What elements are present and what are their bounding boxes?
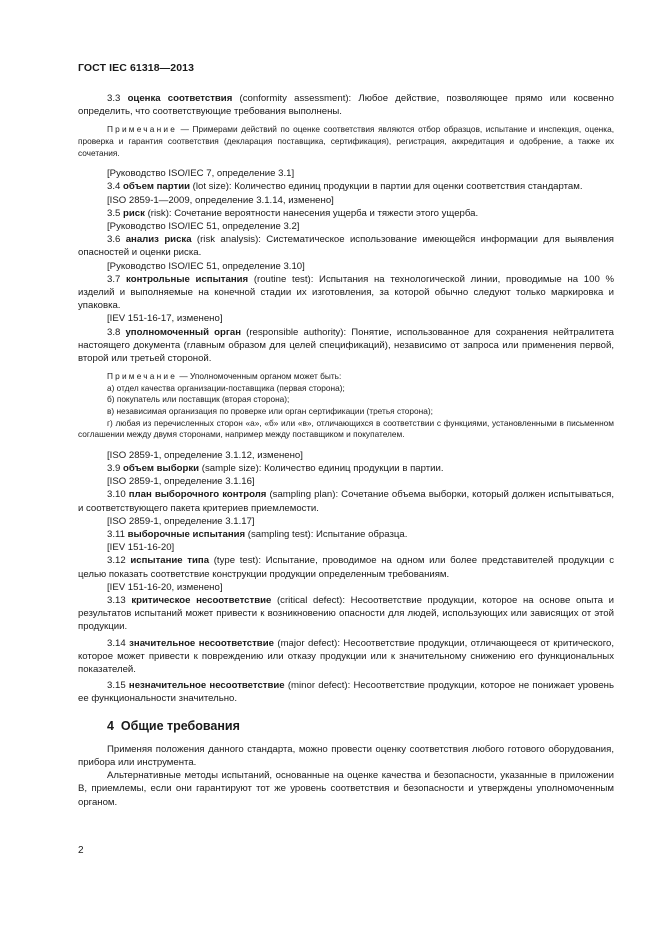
reference: [IEV 151-16-17, изменено] <box>107 313 223 325</box>
term-3-13: 3.13 критическое несоответствие (critical defect): Несоответствие продукции, которое на основе опыта и результатов испытаний может привести к возникновению опасности для людей, использующих или зависящих от этой продукции. <box>78 595 615 633</box>
term-definition: (minor defect): Несоответствие продукции, которое не понижает уровень ее функциональности значительно. <box>78 680 614 705</box>
term-3-4: 3.4 объем партии (lot size): Количество единиц продукции в партии для оценки соответствия стандартам. <box>107 181 583 193</box>
reference: [IEV 151-16-20, изменено] <box>107 581 223 593</box>
reference: [ISO 2859-1, определение 3.1.16] <box>107 476 255 488</box>
term-3-8: 3.8 уполномоченный орган (responsible authority): Понятие, использованное для сохранения нейтралитета настоящего документа (главным образом для целей спецификаций), независимо от запроса или применения первой, второй или третьей стороной. <box>78 326 614 365</box>
term-definition: (lot size): Количество единиц продукции в партии для оценки соответствия стандартам. <box>192 181 583 193</box>
reference: [IEV 151-16-20] <box>107 542 175 554</box>
document-header: ГОСТ IEC 61318—2013 <box>78 62 195 74</box>
term-definition: (responsible authority): Понятие, использованное для сохранения нейтралитета настоящего документа (главным образом для целей спецификаций), независимо от запроса или применения первой, второй или третьей стороной. <box>78 326 614 365</box>
term-title: испытание типа <box>130 555 210 567</box>
term-definition: (conformity assessment): Любое действие, позволяющее прямо или косвенно определить, что соответствующие требования выполнены. <box>78 93 615 118</box>
term-definition: (sampling plan): Сочетание объема выборки, который должен испытываться, и соответствующего пакета критериев приемлемости. <box>78 489 614 514</box>
term-3-9: 3.9 объем выборки (sample size): Количество единиц продукции в партии. <box>107 463 444 474</box>
term-definition: (type test): Испытание, проводимое на одном или более представителей продукции с целью показать соответствие конструкции продукции определенным требованиям. <box>78 555 614 580</box>
note-label: Примечание <box>107 371 178 382</box>
term-definition: (critical defect): Несоответствие продукции, которое на основе опыта и результатов испытаний может привести к возникновению опасности для людей, использующих или зависящих от этой продукции. <box>78 595 615 633</box>
term-3-10: 3.10 план выборочного контроля (sampling plan): Сочетание объема выборки, который должен испытываться, и соответствующего пакета критериев приемлемости. <box>78 489 614 514</box>
note-text: — Примерами действий по оценке соответствия являются отбор образцов, испытание и инспекция, оценка, проверка и гарантия соответствия (декларация поставщика, сертификация), регистрация, аккредитация и одобрение, а также их сочетания. <box>78 124 614 158</box>
note-text: — Уполномоченным органом может быть: <box>179 371 342 382</box>
term-3-15: 3.15 незначительное несоответствие (minor defect): Несоответствие продукции, которое не понижает уровень ее функциональности значительно. <box>78 680 614 705</box>
term-title: значительное несоответствие <box>129 637 274 649</box>
term-3-12: 3.12 испытание типа (type test): Испытание, проводимое на одном или более представителей продукции с целью показать соответствие конструкции продукции определенным требованиям. <box>78 555 614 580</box>
note-item: г) любая из перечисленных сторон «а», «б» или «в», отличающихся в соответствии с функциями, установленными в письменном соглашении между двумя сторонами, например между поставщиком и покупателем. <box>78 417 614 440</box>
reference: [ISO 2859-1, определение 3.1.12, изменено] <box>107 449 303 461</box>
term-3-5: 3.5 риск (risk): Сочетание вероятности нанесения ущерба и тяжести этого ущерба. <box>107 207 479 219</box>
term-title: анализ риска <box>125 234 192 246</box>
note-3-3 <box>78 124 614 159</box>
term-title: оценка соответствия <box>127 93 233 104</box>
term-definition: (risk analysis): Систематическое использование имеющейся информации для выявления опасностей и оценки риска. <box>78 234 614 259</box>
term-3-7: 3.7 контрольные испытания (routine test): Испытания на технологической линии, проводимые на 100 % изделий и выполняемые на конечной стадии их изготовления, за которой обычно следуют только маркировка и упаковка. <box>78 273 615 312</box>
term-definition: (routine test): Испытания на технологической линии, проводимые на 100 % изделий и выполняемые на конечной стадии их изготовления, за которой обычно следуют только маркировка и упаковка. <box>78 273 615 312</box>
term-3-6: 3.6 анализ риска (risk analysis): Систематическое использование имеющейся информации для выявления опасностей и оценки риска. <box>78 234 614 259</box>
reference: [Руководство ISO/IEC 51, определение 3.10] <box>107 260 305 272</box>
section-heading: 4 Общие требования <box>107 718 240 733</box>
section-paragraph: Альтернативные методы испытаний, основанные на оценке качества и безопасности, указанные в приложении В, приемлемы, если они гарантируют тот же уровень соответствия и безопасности и утверждены уполномоченным органом. <box>78 770 614 808</box>
term-title: контрольные испытания <box>126 273 249 285</box>
term-3-3: 3.3 оценка соответствия (conformity assessment): Любое действие, позволяющее прямо или косвенно определить, что соответствующие требования выполнены. <box>78 93 615 118</box>
term-title: риск <box>123 207 145 219</box>
term-title: объем партии <box>123 181 190 193</box>
note-item: в) независимая организация по проверке или орган сертификации (третья сторона); <box>107 406 433 417</box>
reference: [ISO 2859-1—2009, определение 3.1.14, изменено] <box>107 194 334 206</box>
term-title: выборочные испытания <box>127 529 246 541</box>
term-definition: (risk): Сочетание вероятности нанесения ущерба и тяжести этого ущерба. <box>147 207 479 219</box>
term-definition: (sampling test): Испытание образца. <box>247 529 408 541</box>
term-definition: (major defect): Несоответствие продукции, отличающееся от критического, которое может привести к повреждению или отказу продукции или к значительному снижению его функциональных показателей. <box>78 637 615 676</box>
term-3-11: 3.11 выборочные испытания (sampling test): Испытание образца. <box>107 529 408 541</box>
reference: [Руководство ISO/IEC 7, определение 3.1] <box>107 168 295 180</box>
note-3-8 <box>78 371 614 441</box>
note-item: а) отдел качества организации-поставщика (первая сторона); <box>107 382 345 393</box>
document-body <box>78 92 614 809</box>
section-paragraph: Применяя положения данного стандарта, можно провести оценку соответствия любого готового оборудования, прибора или инструмента. <box>78 743 614 769</box>
term-definition: (sample size): Количество единиц продукции в партии. <box>201 463 444 474</box>
reference: [Руководство ISO/IEC 51, определение 3.2] <box>107 221 300 232</box>
term-title: объем выборки <box>123 463 200 474</box>
note-label: Примечание <box>107 124 178 135</box>
term-title: критическое несоответствие <box>131 595 272 607</box>
term-3-14: 3.14 значительное несоответствие (major defect): Несоответствие продукции, отличающееся от критического, которое может привести к повреждению или отказу продукции или к значительному снижению его функциональных показателей. <box>78 637 615 676</box>
page-number: 2 <box>78 845 84 856</box>
reference: [ISO 2859-1, определение 3.1.17] <box>107 515 255 527</box>
term-title: уполномоченный орган <box>125 326 241 338</box>
note-item: б) покупатель или поставщик (вторая сторона); <box>107 394 290 405</box>
term-title: план выборочного контроля <box>128 489 267 501</box>
term-title: незначительное несоответствие <box>128 680 285 692</box>
